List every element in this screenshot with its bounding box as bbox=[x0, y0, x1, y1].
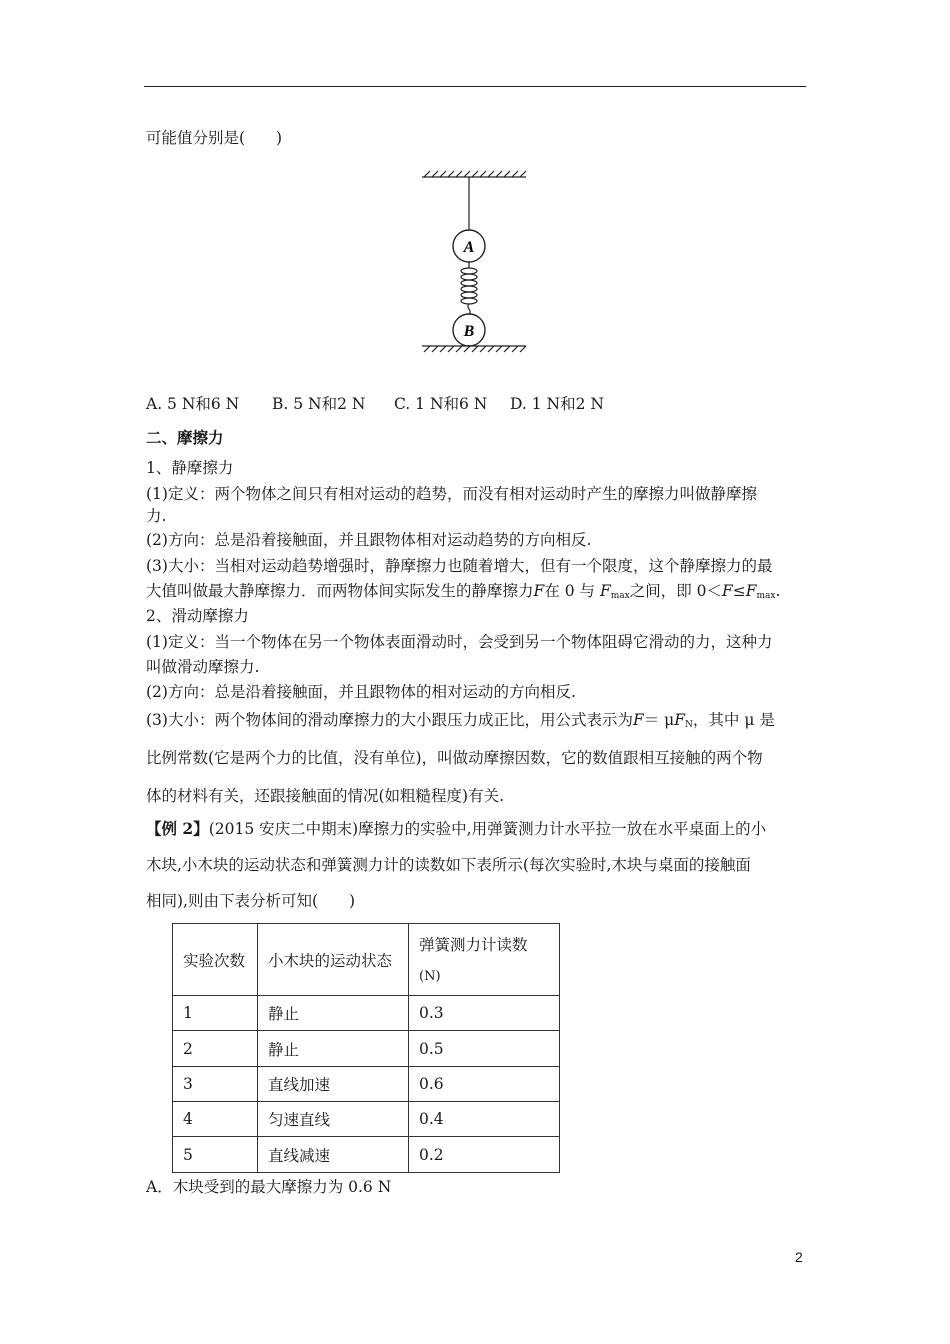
cell-state: 匀速直线 bbox=[258, 1102, 409, 1137]
cell-state: 直线减速 bbox=[258, 1137, 409, 1173]
floor bbox=[422, 346, 526, 352]
table-row bbox=[173, 1102, 560, 1137]
cell-reading: 0.5 bbox=[409, 1031, 560, 1067]
cell-reading: 0.2 bbox=[409, 1137, 560, 1173]
cell-trial: 4 bbox=[173, 1102, 258, 1137]
cell-reading: 0.3 bbox=[409, 996, 560, 1031]
header-trial: 实验次数 bbox=[173, 924, 258, 996]
section-title: 二、摩擦力 bbox=[146, 428, 224, 447]
question-tail: 可能值分别是( ) bbox=[146, 129, 283, 147]
ball-a-label: A bbox=[463, 239, 475, 256]
sliding-friction-title: 2、滑动摩擦力 bbox=[146, 607, 249, 625]
cell-state: 直线加速 bbox=[258, 1067, 409, 1102]
option-d[interactable]: D. 1 N和2 N bbox=[510, 395, 604, 413]
example-line-1: 【例 2】(2015 安庆二中期末)摩擦力的实验中,用弹簧测力计水平拉一放在水平桌面上的小 bbox=[146, 819, 767, 838]
static-friction-title: 1、静摩擦力 bbox=[146, 459, 234, 477]
option-a[interactable]: A. 5 N和6 N bbox=[146, 395, 240, 413]
option-c[interactable]: C. 1 N和6 N bbox=[394, 395, 488, 413]
header-rule bbox=[144, 86, 806, 87]
sliding-size-2: 比例常数(它是两个力的比值，没有单位)，叫做动摩擦因数，它的数值跟相互接触的两个物 bbox=[146, 749, 763, 767]
static-direction: (2)方向：总是沿着接触面，并且跟物体相对运动趋势的方向相反. bbox=[146, 531, 592, 549]
cell-trial: 3 bbox=[173, 1067, 258, 1102]
cell-reading: 0.4 bbox=[409, 1102, 560, 1137]
spring bbox=[461, 262, 477, 314]
answer-option-a[interactable]: A．木块受到的最大摩擦力为 0.6 N bbox=[146, 1178, 392, 1196]
table-row bbox=[173, 1067, 560, 1102]
header-state: 小木块的运动状态 bbox=[258, 924, 409, 996]
example-tag: 【例 2】 bbox=[146, 819, 209, 838]
cell-reading: 0.6 bbox=[409, 1067, 560, 1102]
example-line-2: 木块,小木块的运动状态和弹簧测力计的读数如下表所示(每次实验时,木块与桌面的接触面 bbox=[146, 856, 751, 874]
cell-state: 静止 bbox=[258, 1031, 409, 1067]
cell-state: 静止 bbox=[258, 996, 409, 1031]
cell-trial: 1 bbox=[173, 996, 258, 1031]
sliding-size-3: 体的材料有关，还跟接触面的情况(如粗糙程度)有关. bbox=[146, 787, 505, 805]
sliding-definition-1: (1)定义：当一个物体在另一个物体表面滑动时，会受到另一个物体阻碍它滑动的力，这种力 bbox=[146, 633, 773, 651]
page-number: 2 bbox=[795, 1249, 803, 1265]
example-line-3: 相同),则由下表分析可知( ) bbox=[146, 892, 356, 910]
spring-diagram bbox=[418, 168, 530, 360]
cell-trial: 5 bbox=[173, 1137, 258, 1173]
results-table bbox=[172, 923, 560, 1173]
sliding-size-1: (3)大小：两个物体间的滑动摩擦力的大小跟压力成正比，用公式表示为$F= \mu F_N$，其中 μ 是 bbox=[146, 711, 775, 730]
static-definition-2: 力. bbox=[146, 507, 167, 525]
table-row bbox=[173, 1031, 560, 1067]
option-b[interactable]: B. 5 N和2 N bbox=[272, 395, 366, 413]
static-size-2: 大值叫做最大静摩擦力．而两物体间实际发生的静摩擦力F在 0 与 $F_{max}$之间，即 $0<F\le F_{max}$. bbox=[146, 582, 781, 601]
table-header-row bbox=[173, 924, 560, 996]
static-definition-1: (1)定义：两个物体之间只有相对运动的趋势，而没有相对运动时产生的摩擦力叫做静摩擦 bbox=[146, 485, 757, 503]
ball-b-label: B bbox=[463, 323, 475, 340]
table-row bbox=[173, 996, 560, 1031]
table-row bbox=[173, 1137, 560, 1173]
cell-trial: 2 bbox=[173, 1031, 258, 1067]
static-size-1: (3)大小：当相对运动趋势增强时，静摩擦力也随着增大，但有一个限度，这个静摩擦力的最 bbox=[146, 557, 773, 575]
answer-options bbox=[146, 394, 604, 414]
ceiling bbox=[422, 171, 526, 177]
sliding-definition-2: 叫做滑动摩擦力. bbox=[146, 658, 260, 676]
header-reading: 弹簧测力计读数 (N) bbox=[409, 924, 560, 996]
sliding-direction: (2)方向：总是沿着接触面，并且跟物体的相对运动的方向相反. bbox=[146, 683, 576, 701]
